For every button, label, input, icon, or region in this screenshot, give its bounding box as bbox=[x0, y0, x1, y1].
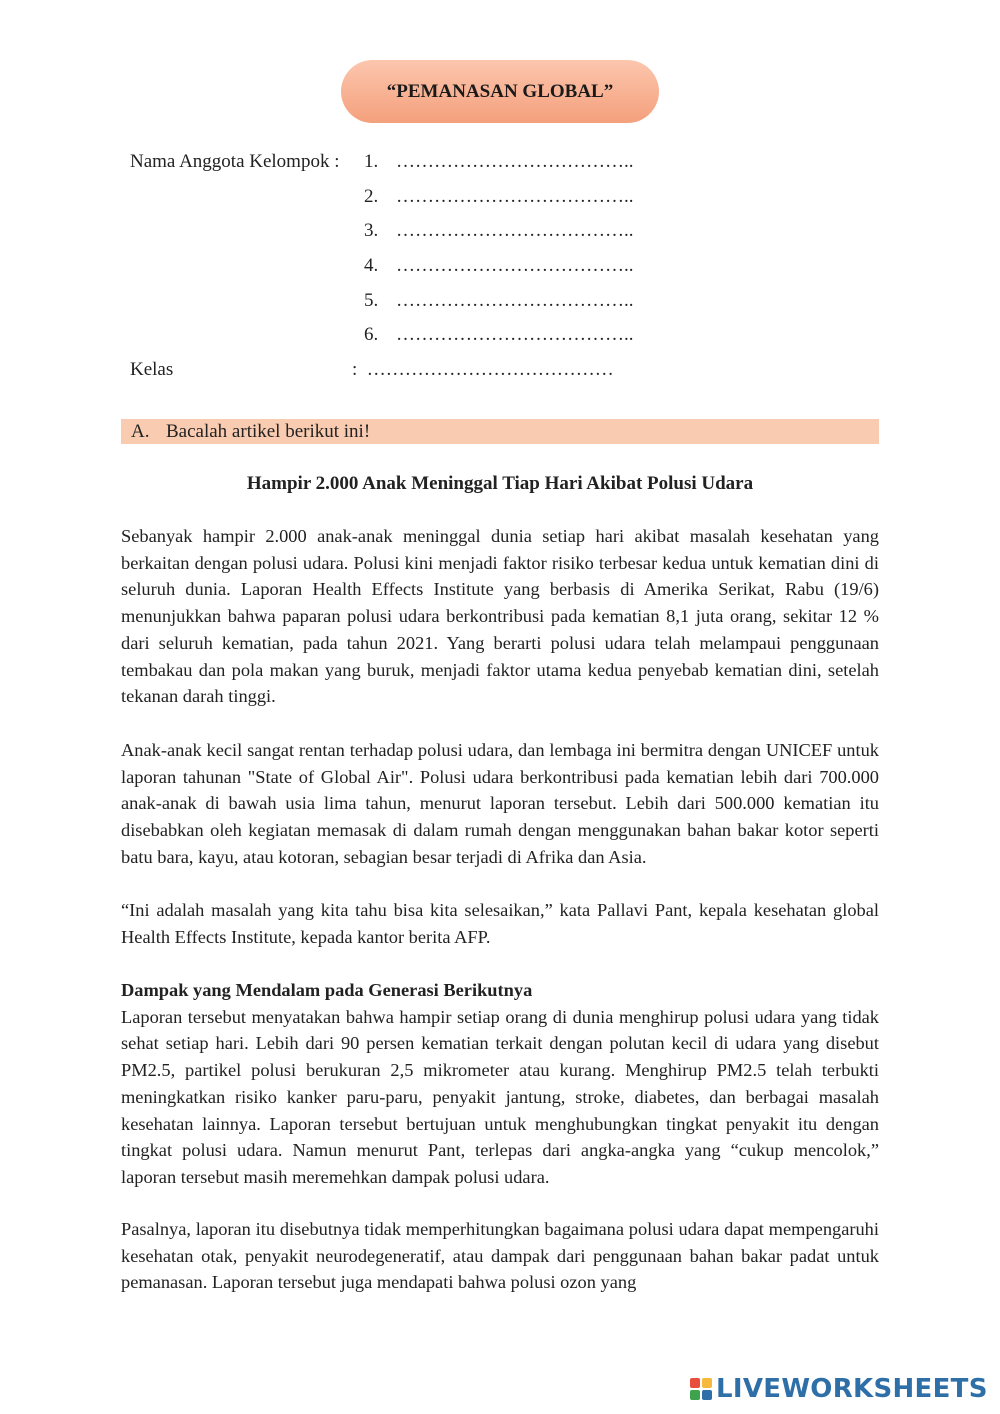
member-blank: ……………………………….. bbox=[396, 255, 634, 276]
logo-square bbox=[702, 1378, 712, 1388]
logo-square bbox=[702, 1390, 712, 1400]
member-number: 1. bbox=[364, 151, 379, 172]
member-blank: ……………………………….. bbox=[396, 290, 634, 311]
paragraph-text: Sebanyak hampir 2.000 anak-anak meninggal dunia setiap hari akibat masalah kesehatan yang berkaitan dengan polusi udara. Polusi kini menjadi faktor risiko terbesar kedua untuk kematian dini di seluruh dunia. Laporan Health Effects Institute yang berbasis di Amerika Serikat, Rabu (19/6) menunjukkan bahwa paparan polusi udara berkontribusi pada kematian 8,1 juta orang, sekitar 12 % dari seluruh kematian, pada tahun 2021. Yang berarti polusi udara telah melampaui penggunaan tembakau dan pola makan yang buruk, menjadi faktor utama kedua penyebab kematian dini, setelah tekanan darah tinggi. bbox=[121, 526, 879, 707]
article-paragraph-2 bbox=[121, 737, 879, 871]
member-blank: ……………………………….. bbox=[396, 151, 634, 172]
member-line-6 bbox=[364, 323, 634, 347]
article-subsection bbox=[121, 977, 879, 1191]
class-line bbox=[352, 358, 614, 382]
logo-mark-icon bbox=[690, 1378, 712, 1400]
member-number: 5. bbox=[364, 290, 379, 311]
class-label: Kelas bbox=[130, 359, 174, 380]
logo-text: LIVEWORKSHEETS bbox=[716, 1374, 988, 1404]
paragraph-text: Pasalnya, laporan itu disebutnya tidak memperhitungkan bagaimana polusi udara dapat mempengaruhi kesehatan otak, penyakit neurodegeneratif, atau dampak dari penggunaan bahan bakar padat untuk pemanasan. Laporan tersebut juga mendapati bahwa polusi ozon yang bbox=[121, 1219, 879, 1293]
liveworksheets-logo bbox=[690, 1374, 988, 1404]
class-blank: ………………………………… bbox=[366, 359, 614, 380]
members-label: Nama Anggota Kelompok : bbox=[130, 151, 340, 172]
section-a-heading bbox=[121, 419, 879, 444]
member-blank: ……………………………….. bbox=[396, 186, 634, 207]
logo-square bbox=[690, 1390, 700, 1400]
section-instruction: Bacalah artikel berikut ini! bbox=[166, 421, 371, 442]
class-colon: : bbox=[352, 359, 358, 380]
logo-square bbox=[690, 1378, 700, 1388]
member-line-5 bbox=[364, 289, 634, 313]
member-line-3 bbox=[364, 219, 634, 243]
member-line-4 bbox=[364, 254, 634, 278]
paragraph-text: “Ini adalah masalah yang kita tahu bisa kita selesaikan,” kata Pallavi Pant, kepala kesehatan global Health Effects Institute, kepada kantor berita AFP. bbox=[121, 900, 879, 947]
paragraph-text: Laporan tersebut menyatakan bahwa hampir setiap orang di dunia menghirup polusi udara yang tidak sehat setiap hari. Lebih dari 90 persen kematian terkait dengan polutan kecil di udara yang disebut PM2.5, partikel polusi berukuran 2,5 mikrometer atau kurang. Menghirup PM2.5 telah terbukti meningkatkan risiko kanker paru-paru, penyakit jantung, stroke, diabetes, dan berbagai masalah kesehatan lainnya. Laporan tersebut bertujuan untuk menghubungkan tingkat penyakit itu dengan tingkat polusi udara. Namun menurut Pant, terlepas dari angka-angka yang “cukup mencolok,” laporan tersebut masih meremehkan dampak polusi udara. bbox=[121, 1006, 879, 1187]
member-number: 6. bbox=[364, 324, 379, 345]
member-number: 4. bbox=[364, 255, 379, 276]
worksheet-title: “PEMANASAN GLOBAL” bbox=[341, 60, 659, 123]
subsection-heading: Dampak yang Mendalam pada Generasi Berikutnya bbox=[121, 980, 533, 1000]
article-paragraph-3 bbox=[121, 897, 879, 950]
article-paragraph-5 bbox=[121, 1216, 879, 1296]
member-number: 3. bbox=[364, 220, 379, 241]
member-blank: ……………………………….. bbox=[396, 220, 634, 241]
member-line-2 bbox=[364, 185, 634, 209]
article-title: Hampir 2.000 Anak Meninggal Tiap Hari Akibat Polusi Udara bbox=[246, 473, 754, 494]
section-letter: A. bbox=[131, 421, 150, 442]
member-blank: ……………………………….. bbox=[396, 324, 634, 345]
member-line-1 bbox=[364, 150, 634, 174]
article-paragraph-1 bbox=[121, 523, 879, 710]
paragraph-text: Anak-anak kecil sangat rentan terhadap polusi udara, dan lembaga ini bermitra dengan UNICEF untuk laporan tahunan "State of Global Air". Polusi udara berkontribusi pada kematian lebih dari 700.000 anak-anak di bawah usia lima tahun, menurut laporan tersebut. Lebih dari 500.000 kematian itu disebabkan oleh kegiatan memasak di dalam rumah dengan menggunakan bahan bakar kotor seperti batu bara, kayu, atau kotoran, sebagian besar terjadi di Afrika dan Asia. bbox=[121, 740, 879, 867]
member-number: 2. bbox=[364, 186, 379, 207]
